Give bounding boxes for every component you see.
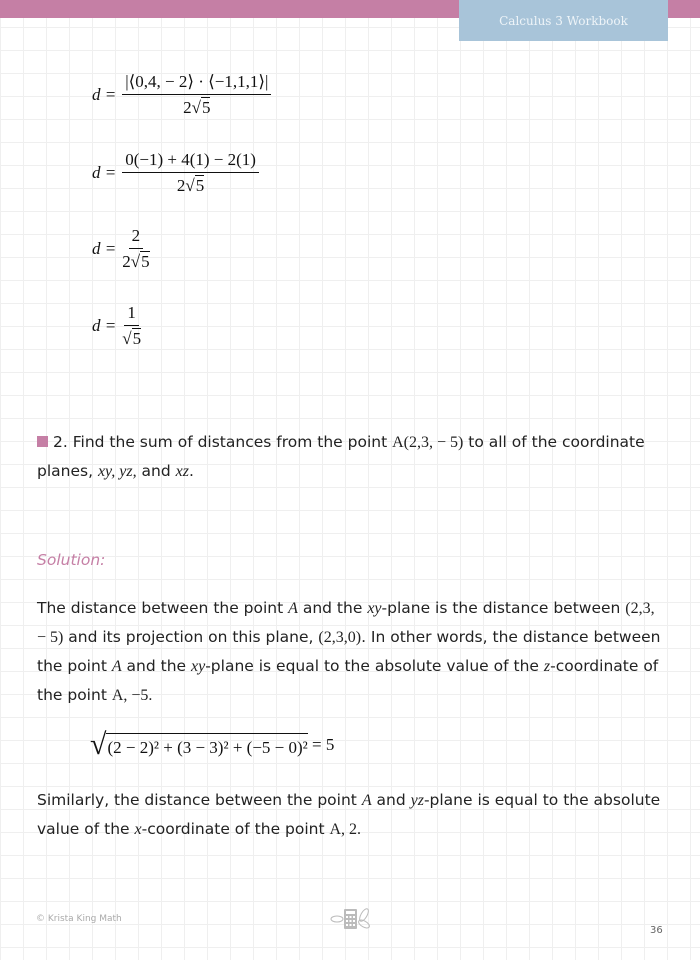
math: (2,3, − 5) [37, 600, 655, 646]
eq-radicand: 5 [132, 329, 142, 348]
math: A, −5. [111, 687, 153, 704]
bullet-square-icon [37, 436, 48, 447]
eq-numerator: 2 [129, 226, 144, 249]
solution-paragraph-2 [37, 786, 667, 844]
equation-1: d = $\frac{|⟨0,4, - 2⟩ \cdot ⟨-1,1,1⟩|}{2√5}$ [92, 72, 271, 118]
eq-lhs: d = [92, 316, 117, 335]
math: xy, yz, [97, 463, 137, 480]
text: . In other words, the distance between the point [37, 628, 661, 675]
text: and the [121, 657, 191, 675]
eq-numerator: 1 [124, 303, 139, 326]
text: Similarly, the distance between the point [37, 791, 362, 809]
eq-rhs: = 5 [312, 735, 335, 754]
text: to all of the coordinate planes, [37, 433, 645, 480]
eq-numerator: 0(−1) + 4(1) − 2(1) [122, 150, 259, 173]
eq-lhs: d = [92, 85, 117, 104]
math: A, 2. [329, 821, 362, 838]
math: A [288, 600, 298, 617]
equation-2: d = $\frac{0(-1) + 4(1) - 2(1)}{2√5}$ [92, 150, 259, 196]
eq-radicand: (2 − 2)² + (3 − 3)² + (−5 − 0)² [106, 733, 307, 758]
text: -plane is equal to the absolute value of the [205, 657, 544, 675]
calculator-logo-icon [330, 907, 372, 935]
math: (2,3,0) [318, 629, 362, 646]
math: A [111, 658, 122, 675]
eq-lhs: d = [92, 163, 117, 182]
eq-radicand: 5 [141, 252, 150, 271]
math: x [134, 821, 142, 838]
text: -plane is the distance between [381, 599, 626, 617]
book-title: Calculus 3 Workbook [459, 0, 668, 41]
problem-number: 2. [53, 433, 68, 451]
solution-paragraph-1 [37, 594, 667, 710]
eq-coef: 2 [183, 98, 192, 117]
math: xz [175, 463, 189, 480]
eq-radicand: 5 [201, 98, 211, 117]
eq-lhs: d = [92, 239, 117, 258]
math: xy [191, 658, 206, 675]
text: and the [297, 599, 368, 617]
text: and its projection on this plane, [63, 628, 319, 646]
text: and [371, 791, 411, 809]
math: z [543, 658, 551, 675]
solution-label: Solution: [37, 551, 106, 569]
text: Find the sum of distances from the point [72, 433, 393, 451]
eq-numerator: |⟨0,4, − 2⟩ · ⟨−1,1,1⟩| [122, 72, 271, 95]
text: and [136, 462, 176, 480]
math: xy [367, 600, 382, 617]
math: A [361, 792, 372, 809]
text: The distance between the point [37, 599, 289, 617]
copyright: © Krista King Math [36, 914, 122, 924]
sqrt-equation: √ (2 − 2)² + (3 − 3)² + (−5 − 0)² = 5 [90, 728, 335, 761]
math: A(2,3, − 5) [392, 434, 464, 451]
page-number: 36 [650, 925, 663, 936]
text: -coordinate of the point [141, 820, 330, 838]
eq-radicand: 5 [195, 176, 205, 195]
eq-coef: 2 [176, 176, 186, 195]
eq-coef: 2 [122, 252, 131, 271]
text: -plane is equal to the absolute value of the [37, 791, 661, 838]
math: yz [410, 792, 424, 809]
equation-3: d = $\frac{2}{2√5}$ [92, 226, 150, 271]
text: . [188, 462, 194, 480]
text: -coordinate of the point [37, 657, 659, 704]
problem-statement [37, 428, 667, 486]
equation-4: d = $\frac{1}{√5}$ [92, 303, 142, 348]
